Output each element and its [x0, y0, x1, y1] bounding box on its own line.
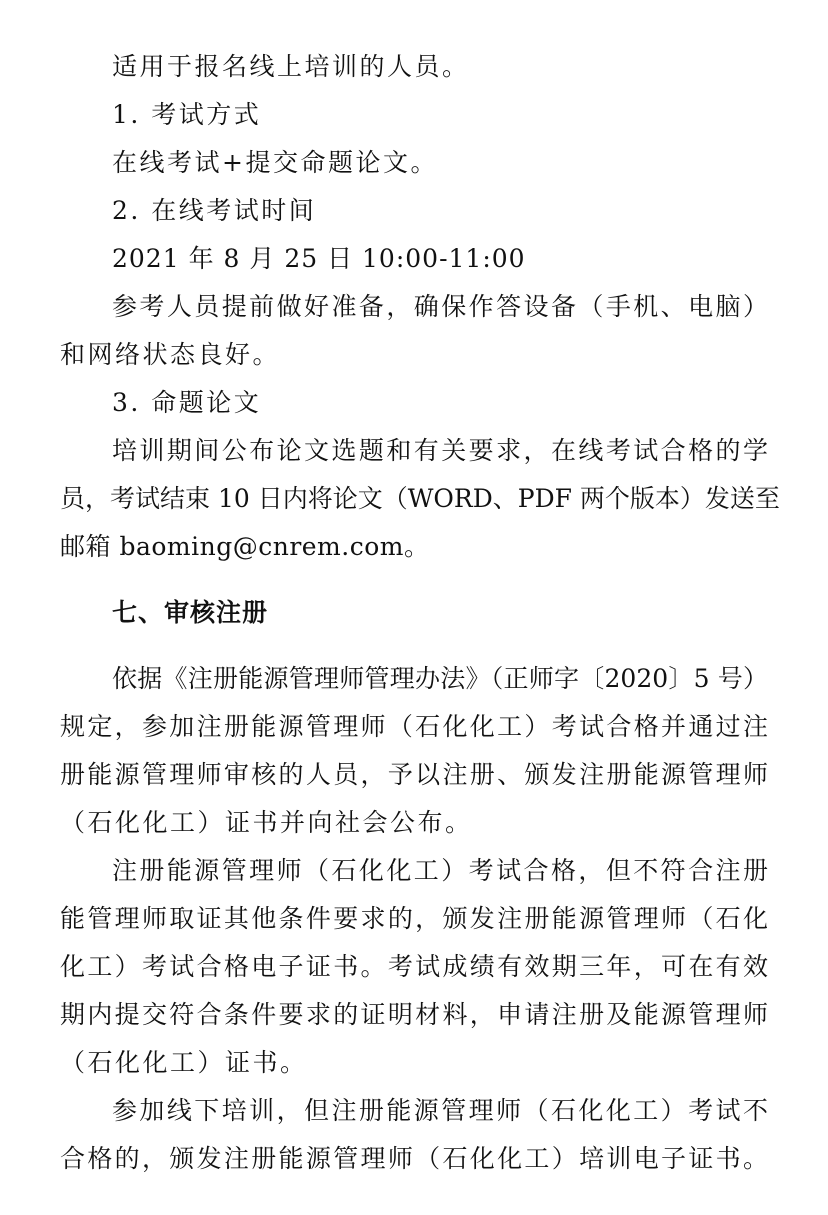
- exam-method-heading: 1. 考试方式: [112, 100, 262, 129]
- text-line-23: 合格的，颁发注册能源管理师（石化化工）培训电子证书。: [60, 1144, 768, 1173]
- exam-date-time: 2021 年 8 月 25 日 10:00-11:00: [112, 244, 526, 273]
- text-line-14: 规定，参加注册能源管理师（石化化工）考试合格并通过注: [60, 712, 768, 741]
- exam-time-heading: 2. 在线考试时间: [112, 196, 317, 225]
- thesis-heading: 3. 命题论文: [112, 388, 262, 417]
- text-line-1: 适用于报名线上培训的人员。: [112, 52, 470, 81]
- section-heading-review-registration: 七、审核注册: [112, 598, 269, 627]
- text-line-20: 期内提交符合条件要求的证明材料，申请注册及能源管理师: [60, 1000, 768, 1029]
- text-line-3: 在线考试+提交命题论文。: [112, 148, 438, 177]
- text-line-17: 注册能源管理师（石化化工）考试合格，但不符合注册: [112, 856, 768, 885]
- text-line-10: 员，考试结束 10 日内将论文（WORD、PDF 两个版本）发送至: [60, 484, 780, 513]
- text-line-7: 和网络状态良好。: [60, 340, 281, 369]
- text-line-16: （石化化工）证书并向社会公布。: [60, 808, 473, 837]
- text-line-6: 参考人员提前做好准备，确保作答设备（手机、电脑）: [112, 292, 768, 321]
- text-line-15: 册能源管理师审核的人员，予以注册、颁发注册能源管理师: [60, 760, 768, 789]
- text-line-9: 培训期间公布论文选题和有关要求，在线考试合格的学: [112, 436, 768, 465]
- text-line-21: （石化化工）证书。: [60, 1048, 308, 1077]
- text-line-19: 化工）考试合格电子证书。考试成绩有效期三年，可在有效: [60, 952, 768, 981]
- text-line-22: 参加线下培训，但注册能源管理师（石化化工）考试不: [112, 1096, 768, 1125]
- text-line-18: 能管理师取证其他条件要求的，颁发注册能源管理师（石化: [60, 904, 768, 933]
- text-line-13: 依据《注册能源管理师管理办法》（正师字〔2020〕5 号）: [112, 664, 768, 693]
- email-line: 邮箱 baoming@cnrem.com。: [60, 532, 430, 561]
